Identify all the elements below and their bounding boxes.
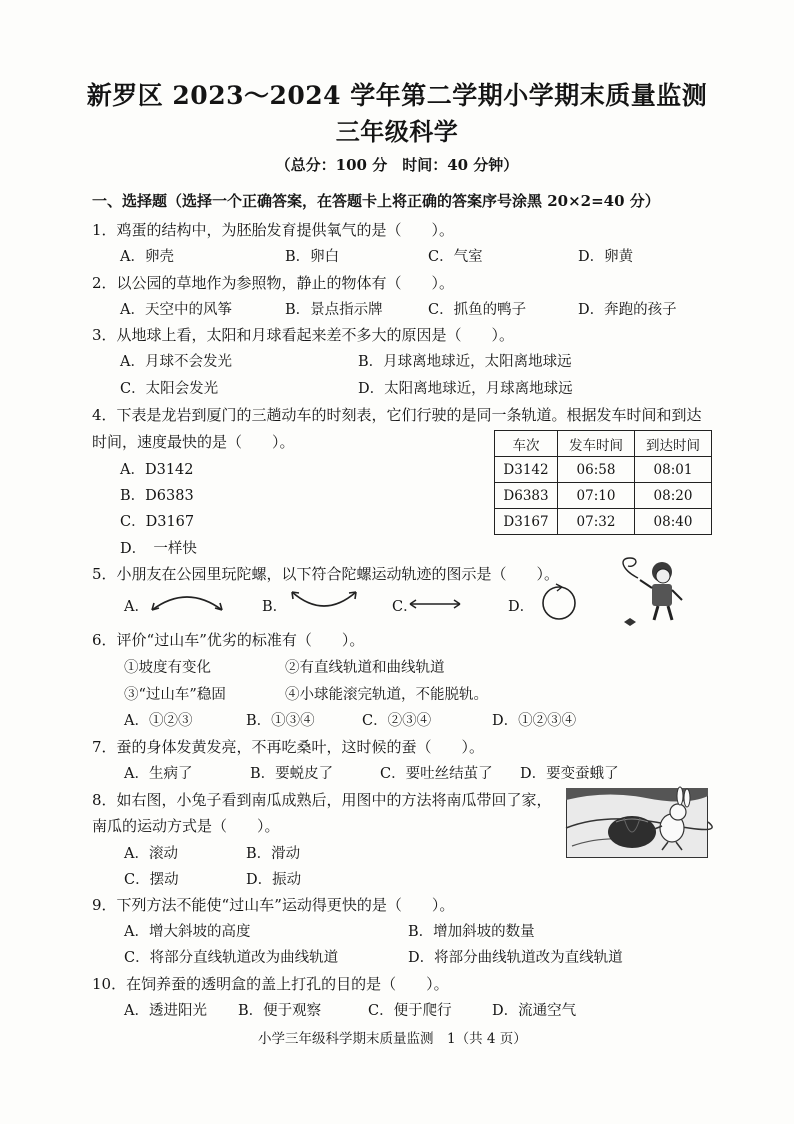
q10-option-c: C．便于爬行 (368, 1003, 452, 1019)
q8-option-b: B．滑动 (246, 846, 301, 862)
child-spinning-top-illustration (616, 556, 688, 634)
q3-option-b: B．月球离地球近，太阳离地球远 (358, 354, 572, 370)
timetable-header-row (495, 431, 712, 457)
q6-criterion-3: ③“过山车”稳固 (124, 687, 226, 703)
question-9-stem: 9．下列方法不能使“过山车”运动得更快的是（ ）。 (92, 896, 455, 914)
question-4-stem-line1: 4．下表是龙岩到厦门的三趟动车的时刻表，它们行驶的是同一条轨道。根据发车时间和到达 (92, 406, 702, 424)
q3-option-a: A．月球不会发光 (120, 354, 232, 370)
trajectory-arc-down-icon (288, 588, 360, 614)
q4-option-c: C．D3167 (120, 514, 195, 530)
q3-option-d: D．太阳离地球近，月球离地球远 (358, 381, 573, 397)
q8-option-d: D．振动 (246, 872, 302, 888)
q7-option-a: A．生病了 (124, 766, 193, 782)
question-6-stem: 6．评价“过山车”优劣的标准有（ ）。 (92, 631, 365, 649)
question-1-stem: 1．鸡蛋的结构中，为胚胎发育提供氧气的是（ ）。 (92, 221, 455, 239)
q3-option-c: C．太阳会发光 (120, 381, 219, 397)
q4-option-b: B．D6383 (120, 488, 194, 504)
q9-option-c: C．将部分直线轨道改为曲线轨道 (124, 950, 339, 966)
rabbit-rolling-pumpkin-illustration (566, 788, 708, 858)
q10-option-d: D．流通空气 (492, 1003, 577, 1019)
q2-option-b: B．景点指示牌 (285, 302, 383, 318)
timetable-cell: 08:01 (635, 457, 712, 483)
exam-meta: （总分：100 分 时间：40 分钟） (275, 156, 519, 174)
trajectory-straight-line-icon (408, 598, 462, 610)
train-timetable (494, 430, 712, 535)
q8-option-c: C．摆动 (124, 872, 179, 888)
q6-option-d: D．①②③④ (492, 713, 577, 729)
q5-option-c: C． (392, 599, 418, 615)
q6-option-c: C．②③④ (362, 713, 432, 729)
timetable-cell: D6383 (495, 483, 558, 509)
q1-option-a: A．卵壳 (120, 249, 174, 265)
q10-option-b: B．便于观察 (238, 1003, 322, 1019)
question-2-stem: 2．以公园的草地作为参照物，静止的物体有（ ）。 (92, 274, 455, 292)
q4-option-d: D． 一样快 (120, 541, 197, 557)
q7-option-b: B．要蜕皮了 (250, 766, 334, 782)
timetable-header-cell: 到达时间 (635, 431, 712, 457)
timetable-cell: 07:10 (558, 483, 635, 509)
trajectory-circle-icon (540, 584, 578, 622)
q7-option-c: C．要吐丝结茧了 (380, 766, 493, 782)
q7-option-d: D．要变蚕蛾了 (520, 766, 619, 782)
q2-option-c: C．抓鱼的鸭子 (428, 302, 527, 318)
q9-option-d: D．将部分曲线轨道改为直线轨道 (408, 950, 623, 966)
q1-option-b: B．卵白 (285, 249, 340, 265)
q4-option-a: A．D3142 (120, 462, 194, 478)
q1-option-d: D．卵黄 (578, 249, 634, 265)
q5-option-b: B． (262, 599, 288, 615)
trajectory-arc-up-icon (148, 590, 226, 616)
q10-option-a: A．透进阳光 (124, 1003, 207, 1019)
timetable-cell: D3167 (495, 509, 558, 535)
q9-option-b: B．增加斜坡的数量 (408, 924, 535, 940)
page-footer: 小学三年级科学期末质量监测 1（共 4 页） (258, 1031, 527, 1047)
q5-option-d: D． (508, 599, 535, 615)
timetable-header-cell: 发车时间 (558, 431, 635, 457)
timetable-cell: D3142 (495, 457, 558, 483)
timetable-row (495, 483, 712, 509)
timetable-cell: 06:58 (558, 457, 635, 483)
q6-option-b: B．①③④ (246, 713, 315, 729)
q2-option-a: A．天空中的风筝 (120, 302, 232, 318)
q2-option-d: D．奔跑的孩子 (578, 302, 677, 318)
question-8-stem-line2: 南瓜的运动方式是（ ）。 (92, 817, 280, 835)
question-10-stem: 10．在饲养蚕的透明盒的盖上打孔的目的是（ ）。 (92, 975, 449, 993)
timetable-row (495, 457, 712, 483)
timetable-cell: 07:32 (558, 509, 635, 535)
timetable-row (495, 509, 712, 535)
timetable-cell: 08:40 (635, 509, 712, 535)
timetable-header-cell: 车次 (495, 431, 558, 457)
q6-criterion-4: ④小球能滚完轨道，不能脱轨。 (285, 687, 488, 703)
question-5-stem: 5．小朋友在公园里玩陀螺，以下符合陀螺运动轨迹的图示是（ ）。 (92, 565, 560, 583)
timetable-cell: 08:20 (635, 483, 712, 509)
question-4-stem-line2: 时间，速度最快的是（ ）。 (92, 433, 295, 451)
q6-criterion-2: ②有直线轨道和曲线轨道 (285, 660, 445, 676)
question-8-stem-line1: 8．如右图，小兔子看到南瓜成熟后，用图中的方法将南瓜带回了家， (92, 791, 552, 809)
exam-subject: 三年级科学 (335, 117, 459, 146)
q9-option-a: A．增大斜坡的高度 (124, 924, 251, 940)
question-7-stem: 7．蚕的身体发黄发亮，不再吃桑叶，这时候的蚕（ ）。 (92, 738, 485, 756)
q6-criterion-1: ①坡度有变化 (124, 660, 211, 676)
exam-title: 新罗区 2023～2024 学年第二学期小学期末质量监测 (86, 81, 708, 110)
section-heading: 一、选择题（选择一个正确答案，在答题卡上将正确的答案序号涂黑 20×2=40 分） (92, 192, 660, 210)
question-3-stem: 3．从地球上看，太阳和月球看起来差不多大的原因是（ ）。 (92, 326, 515, 344)
q8-option-a: A．滚动 (124, 846, 178, 862)
q1-option-c: C．气室 (428, 249, 483, 265)
q6-option-a: A．①②③ (124, 713, 193, 729)
q5-option-a: A． (124, 599, 149, 615)
